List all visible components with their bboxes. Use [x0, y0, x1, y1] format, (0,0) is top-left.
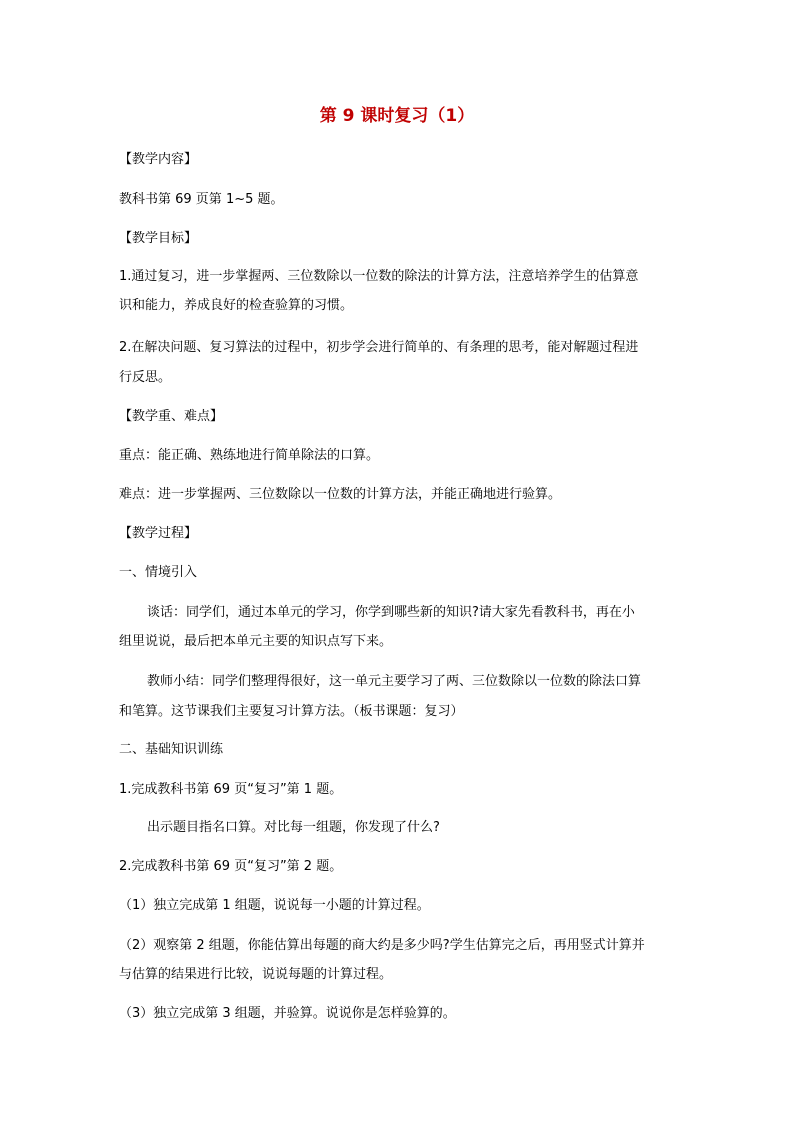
item-2-sub-1: （1）独立完成第 1 组题，说说每一小题的计算过程。 — [119, 898, 430, 913]
part-1-paragraph-1-line-1: 谈话：同学们，通过本单元的学习，你学到哪些新的知识?请大家先看教科书，再在小 — [147, 605, 635, 620]
section-heading-keypoints: 【教学重、难点】 — [119, 409, 224, 424]
key-point: 重点：能正确、熟练地进行简单除法的口算。 — [119, 448, 380, 463]
goal-1-line-1: 1.通过复习，进一步掌握两、三位数除以一位数的除法的计算方法，注意培养学生的估算意 — [119, 269, 639, 284]
section-heading-goals: 【教学目标】 — [119, 231, 198, 246]
difficult-point: 难点：进一步掌握两、三位数除以一位数的计算方法，并能正确地进行验算。 — [119, 487, 562, 502]
section-heading-content: 【教学内容】 — [119, 152, 198, 167]
item-2: 2.完成教科书第 69 页“复习”第 2 题。 — [119, 859, 343, 874]
page-title: 第 9 课时复习（1） — [319, 106, 475, 126]
section-heading-process: 【教学过程】 — [119, 526, 198, 541]
part-2-heading: 二、基础知识训练 — [119, 742, 224, 757]
part-1-paragraph-1-line-2: 组里说说，最后把本单元主要的知识点写下来。 — [119, 634, 393, 649]
part-1-paragraph-2-line-2: 和笔算。这节课我们主要复习计算方法。（板书课题：复习） — [119, 704, 464, 719]
goal-2-line-2: 行反思。 — [119, 370, 172, 385]
item-2-sub-3: （3）独立完成第 3 组题，并验算。说说你是怎样验算的。 — [119, 1006, 456, 1021]
content-text: 教科书第 69 页第 1~5 题。 — [119, 192, 284, 207]
goal-2-line-1: 2.在解决问题、复习算法的过程中，初步学会进行简单的、有条理的思考，能对解题过程进 — [119, 340, 639, 355]
item-1: 1.完成教科书第 69 页“复习”第 1 题。 — [119, 782, 343, 797]
item-2-sub-2-line-1: （2）观察第 2 组题，你能估算出每题的商大约是多少吗?学生估算完之后，再用竖式计算并 — [119, 938, 645, 953]
item-1-detail: 出示题目指名口算。对比每一组题，你发现了什么? — [147, 820, 440, 835]
item-2-sub-2-line-2: 与估算的结果进行比较，说说每题的计算过程。 — [119, 967, 393, 982]
goal-1-line-2: 识和能力，养成良好的检查验算的习惯。 — [119, 298, 354, 313]
part-1-paragraph-2-line-1: 教师小结：同学们整理得很好，这一单元主要学习了两、三位数除以一位数的除法口算 — [147, 674, 642, 689]
part-1-heading: 一、情境引入 — [119, 565, 198, 580]
